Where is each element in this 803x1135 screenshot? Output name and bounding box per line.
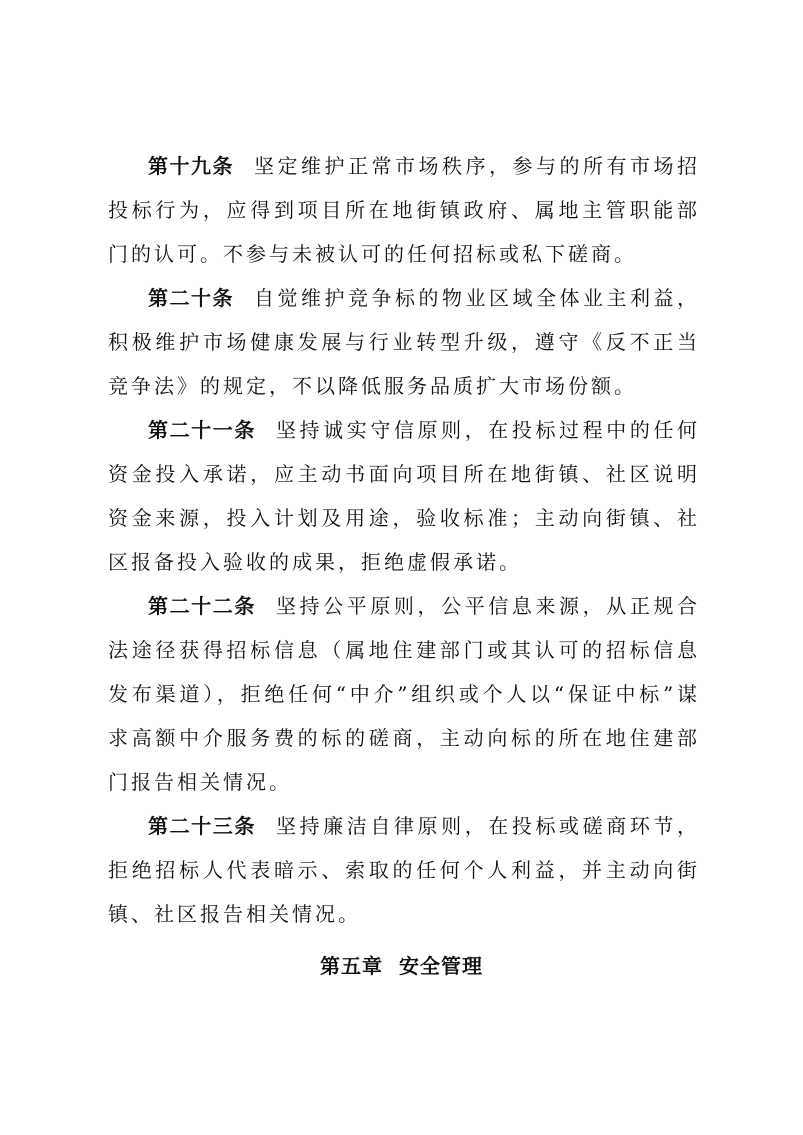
article-21-heading: 第二十一条 bbox=[148, 418, 256, 442]
article-19-heading: 第十九条 bbox=[148, 154, 234, 178]
article-20-body: 自觉维护竞争标的物业区域全体业主利益，积极维护市场健康发展与行业转型升级，遵守《反不正当竞争法》的规定，不以降低服务品质扩大市场份额。 bbox=[108, 286, 700, 398]
article-23-heading: 第二十三条 bbox=[148, 814, 256, 838]
article-22-heading: 第二十二条 bbox=[148, 594, 256, 618]
article-20-heading: 第二十条 bbox=[148, 286, 234, 310]
article-19 bbox=[108, 144, 700, 276]
article-19-body: 坚定维护正常市场秩序，参与的所有市场招投标行为，应得到项目所在地街镇政府、属地主管职能部门的认可。不参与未被认可的任何招标或私下磋商。 bbox=[108, 154, 700, 266]
article-22 bbox=[108, 584, 700, 804]
article-21 bbox=[108, 408, 700, 584]
article-21-body: 坚持诚实守信原则，在投标过程中的任何资金投入承诺，应主动书面向项目所在地街镇、社区说明资金来源，投入计划及用途，验收标准；主动向街镇、社区报备投入验收的成果，拒绝虚假承诺。 bbox=[108, 418, 701, 574]
chapter-title: 第五章 安全管理 bbox=[320, 954, 483, 978]
article-22-body: 坚持公平原则，公平信息来源，从正规合法途径获得招标信息（属地住建部门或其认可的招标信息发布渠道），拒绝任何“中介”组织或个人以“保证中标”谋求高额中介服务费的标的磋商，主动向标的所在地住建部门报告相关情况。 bbox=[108, 594, 701, 794]
article-20 bbox=[108, 276, 700, 408]
article-23 bbox=[108, 804, 700, 936]
article-23-body: 坚持廉洁自律原则，在投标或磋商环节，拒绝招标人代表暗示、索取的任何个人利益，并主动向街镇、社区报告相关情况。 bbox=[108, 814, 701, 926]
